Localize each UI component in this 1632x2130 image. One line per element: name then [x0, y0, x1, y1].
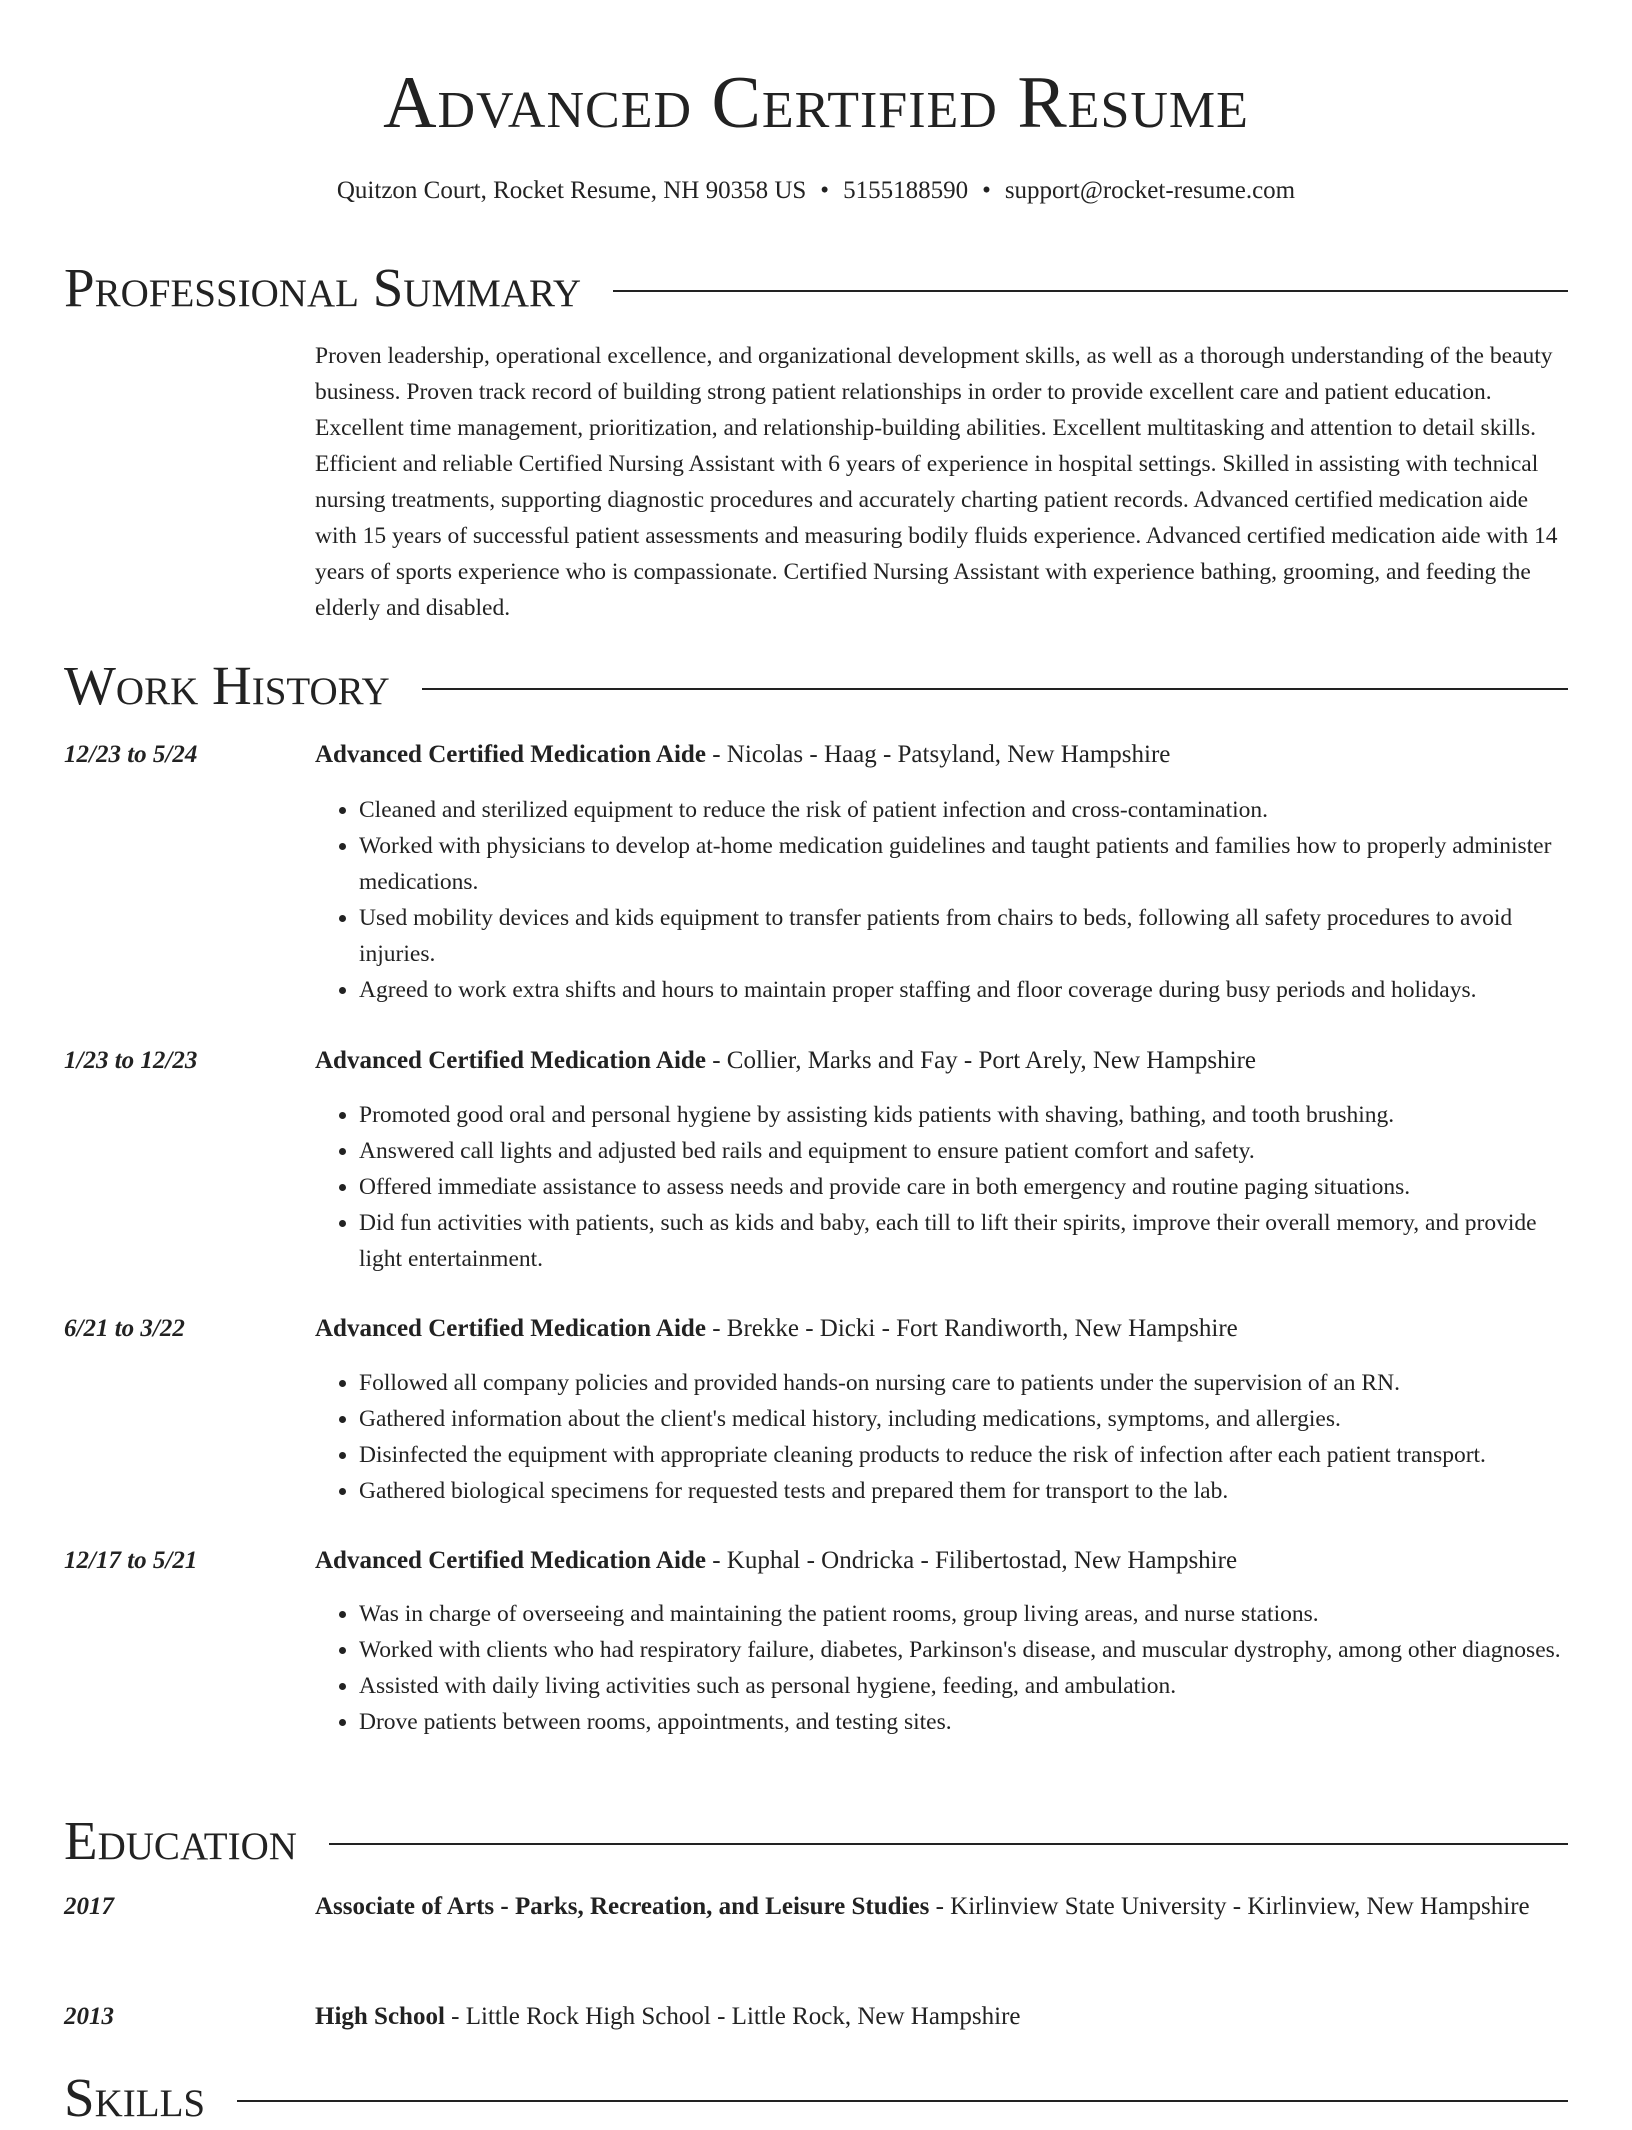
- contact-separator: •: [982, 177, 991, 204]
- job-heading: [315, 1542, 1575, 1580]
- education-details: - Little Rock High School - Little Rock, New Hampshire: [444, 2003, 1021, 2030]
- job-dates: 6/21 to 3/22: [64, 1315, 185, 1342]
- job-bullet: • Assisted with daily living activities such as personal hygiene, feeding, and ambulation.: [359, 1668, 1570, 1704]
- section-divider: [422, 688, 1568, 690]
- education-degree: Associate of Arts - Parks, Recreation, and Leisure Studies: [315, 1893, 930, 1920]
- contact-phone: 5155188590: [843, 177, 969, 204]
- contact-email: support@rocket-resume.com: [1004, 177, 1296, 204]
- job-role: Advanced Certified Medication Aide: [315, 1315, 706, 1342]
- job-role: Advanced Certified Medication Aide: [315, 1547, 706, 1574]
- job-details: - Brekke - Dicki - Fort Randiworth, New Hampshire: [705, 1315, 1238, 1342]
- education-details: - Kirlinview State University - Kirlinview, New Hampshire: [929, 1893, 1530, 1920]
- section-divider: [329, 1843, 1568, 1845]
- job-dates: 1/23 to 12/23: [64, 1047, 198, 1074]
- job-role: Advanced Certified Medication Aide: [315, 1047, 706, 1074]
- job-dates: 12/17 to 5/21: [64, 1547, 198, 1574]
- job-details: - Kuphal - Ondricka - Filibertostad, New Hampshire: [705, 1547, 1238, 1574]
- job-bullet: • Followed all company policies and provided hands-on nursing care to patients under the supervision of an RN.: [359, 1365, 1570, 1401]
- education-year: 2017: [64, 1893, 114, 1920]
- work-section-title: Work History: [64, 655, 390, 716]
- education-section-header: [64, 1809, 1568, 1873]
- summary-text: Proven leadership, operational excellence, and organizational development skills, as well as a thorough understanding of the beauty business. Proven track record of building strong patient relationships in order to provide excellent care and patient education. Excellent time management, prioritization, and relationship-building abilities. Excellent multitasking and attention to detail skills. Efficient and reliable Certified Nursing Assistant with 6 years of experience in hospital settings. Skilled in assisting with technical nursing treatments, supporting diagnostic procedures and accurately charting patient records. Advanced certified medication aide with 15 years of successful patient assessments and measuring bodily fluids experience. Advanced certified medication aide with 14 years of sports experience who is compassionate. Certified Nursing Assistant with experience bathing, grooming, and feeding the elderly and disabled.: [315, 343, 1558, 621]
- job-bullet: • Gathered biological specimens for requested tests and prepared them for transport to the lab.: [359, 1473, 1570, 1509]
- job-bullet: • Did fun activities with patients, such as kids and baby, each till to lift their spirits, improve their overall memory, and provide light entertainment.: [359, 1205, 1570, 1277]
- contact-address: Quitzon Court, Rocket Resume, NH 90358 US: [336, 177, 807, 204]
- section-divider: [237, 2100, 1568, 2102]
- job-bullet: • Worked with physicians to develop at-home medication guidelines and taught patients and families how to properly administer medications.: [359, 828, 1570, 900]
- job-details: - Nicolas - Haag - Patsyland, New Hampshire: [705, 741, 1171, 768]
- education-year: 2013: [64, 2003, 114, 2030]
- job-bullet: • Gathered information about the client's medical history, including medications, symptoms, and allergies.: [359, 1401, 1570, 1437]
- education-entry: [315, 1888, 1565, 1926]
- skills-section-title: Skills: [64, 2067, 206, 2128]
- job-heading: [315, 736, 1575, 774]
- resume-name: Advanced Certified Resume: [383, 62, 1249, 144]
- job-bullets: [315, 1097, 1570, 1277]
- education-degree: High School: [315, 2003, 445, 2030]
- job-bullet: • Answered call lights and adjusted bed rails and equipment to ensure patient comfort and safety.: [359, 1133, 1570, 1169]
- job-bullets: [315, 1596, 1570, 1740]
- job-bullet: • Agreed to work extra shifts and hours to maintain proper staffing and floor coverage during busy periods and holidays.: [359, 972, 1570, 1008]
- job-bullet: • Was in charge of overseeing and maintaining the patient rooms, group living areas, and nurse stations.: [359, 1596, 1570, 1632]
- job-details: - Collier, Marks and Fay - Port Arely, New Hampshire: [705, 1047, 1256, 1074]
- section-divider: [613, 290, 1568, 292]
- job-bullet: • Cleaned and sterilized equipment to reduce the risk of patient infection and cross-contamination.: [359, 792, 1570, 828]
- summary-section-header: [64, 256, 1568, 320]
- job-dates: 12/23 to 5/24: [64, 741, 198, 768]
- job-heading: [315, 1310, 1575, 1348]
- job-heading: [315, 1042, 1575, 1080]
- job-bullet: • Promoted good oral and personal hygiene by assisting kids patients with shaving, bathing, and tooth brushing.: [359, 1097, 1570, 1133]
- summary-section-title: Professional Summary: [64, 257, 582, 318]
- contact-line: [0, 174, 1632, 208]
- education-entry: [315, 1998, 1575, 2036]
- job-bullet: • Disinfected the equipment with appropriate cleaning products to reduce the risk of infection after each patient transport.: [359, 1437, 1570, 1473]
- job-bullet: • Used mobility devices and kids equipment to transfer patients from chairs to beds, following all safety procedures to avoid injuries.: [359, 900, 1570, 972]
- job-bullets: [315, 792, 1570, 1008]
- education-section-title: Education: [64, 1810, 297, 1871]
- job-bullet: • Drove patients between rooms, appointments, and testing sites.: [359, 1704, 1570, 1740]
- job-bullet: • Offered immediate assistance to assess needs and provide care in both emergency and routine paging situations.: [359, 1169, 1570, 1205]
- skills-section-header: [64, 2066, 1568, 2130]
- job-role: Advanced Certified Medication Aide: [315, 741, 706, 768]
- work-section-header: [64, 654, 1568, 718]
- job-bullets: [315, 1365, 1570, 1509]
- job-bullet: • Worked with clients who had respiratory failure, diabetes, Parkinson's disease, and muscular dystrophy, among other diagnoses.: [359, 1632, 1570, 1668]
- contact-separator: •: [820, 177, 830, 204]
